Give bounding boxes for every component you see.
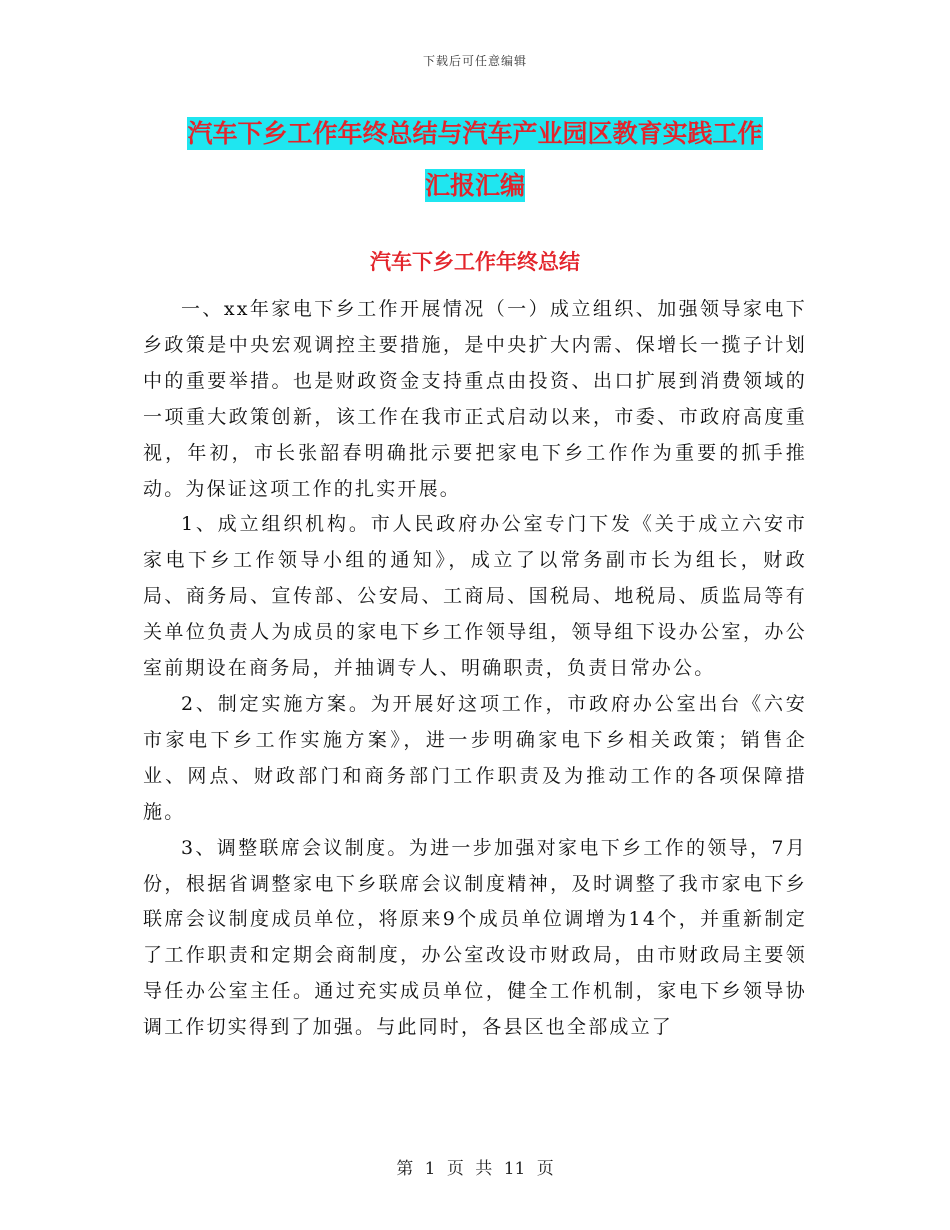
document-title — [140, 108, 810, 212]
page-header-note: 下载后可任意编辑 — [422, 54, 527, 68]
section-title: 汽车下乡工作年终总结 — [370, 250, 580, 274]
body-paragraph-2: 1、成立组织机构。市人民政府办公室专门下发《关于成立六安市家电下乡工作领导小组的通知》，成立了以常务副市长为组长，财政局、商务局、宣传部、公安局、工商局、国税局、地税局、质监局等有关单位负责人为成员的家电下乡工作领导组，领导组下设办公室，办公室前期设在商务局，并抽调专人、明确职责，负责日常办公。 — [143, 513, 807, 680]
document-body — [143, 292, 807, 1046]
body-paragraph-4: 3、调整联席会议制度。为进一步加强对家电下乡工作的领导，7月份，根据省调整家电下乡联席会议制度精神，及时调整了我市家电下乡联席会议制度成员单位，将原来9个成员单位调增为14个，并重新制定了工作职责和定期会商制度，办公室改设市财政局，由市财政局主要领导任办公室主任。通过充实成员单位，健全工作机制，家电下乡领导协调工作切实得到了加强。与此同时，各县区也全部成立了 — [143, 836, 807, 1039]
page-number-footer: 第 1 页 共 11 页 — [396, 1159, 554, 1179]
document-title-line-2: 汇报汇编 — [424, 171, 525, 200]
document-title-line-1: 汽车下乡工作年终总结与汽车产业园区教育实践工作 — [187, 119, 763, 148]
body-paragraph-3: 2、制定实施方案。为开展好这项工作，市政府办公室出台《六安市家电下乡工作实施方案》，进一步明确家电下乡相关政策；销售企业、网点、财政部门和商务部门工作职责及为推动工作的各项保障措施。 — [143, 692, 807, 823]
body-paragraph-1: 一、xx年家电下乡工作开展情况（一）成立组织、加强领导家电下乡政策是中央宏观调控主要措施，是中央扩大内需、保增长一揽子计划中的重要举措。也是财政资金支持重点由投资、出口扩展到消费领域的一项重大政策创新，该工作在我市正式启动以来，市委、市政府高度重视，年初，市长张韶春明确批示要把家电下乡工作作为重要的抓手推动。为保证这项工作的扎实开展。 — [143, 298, 807, 500]
